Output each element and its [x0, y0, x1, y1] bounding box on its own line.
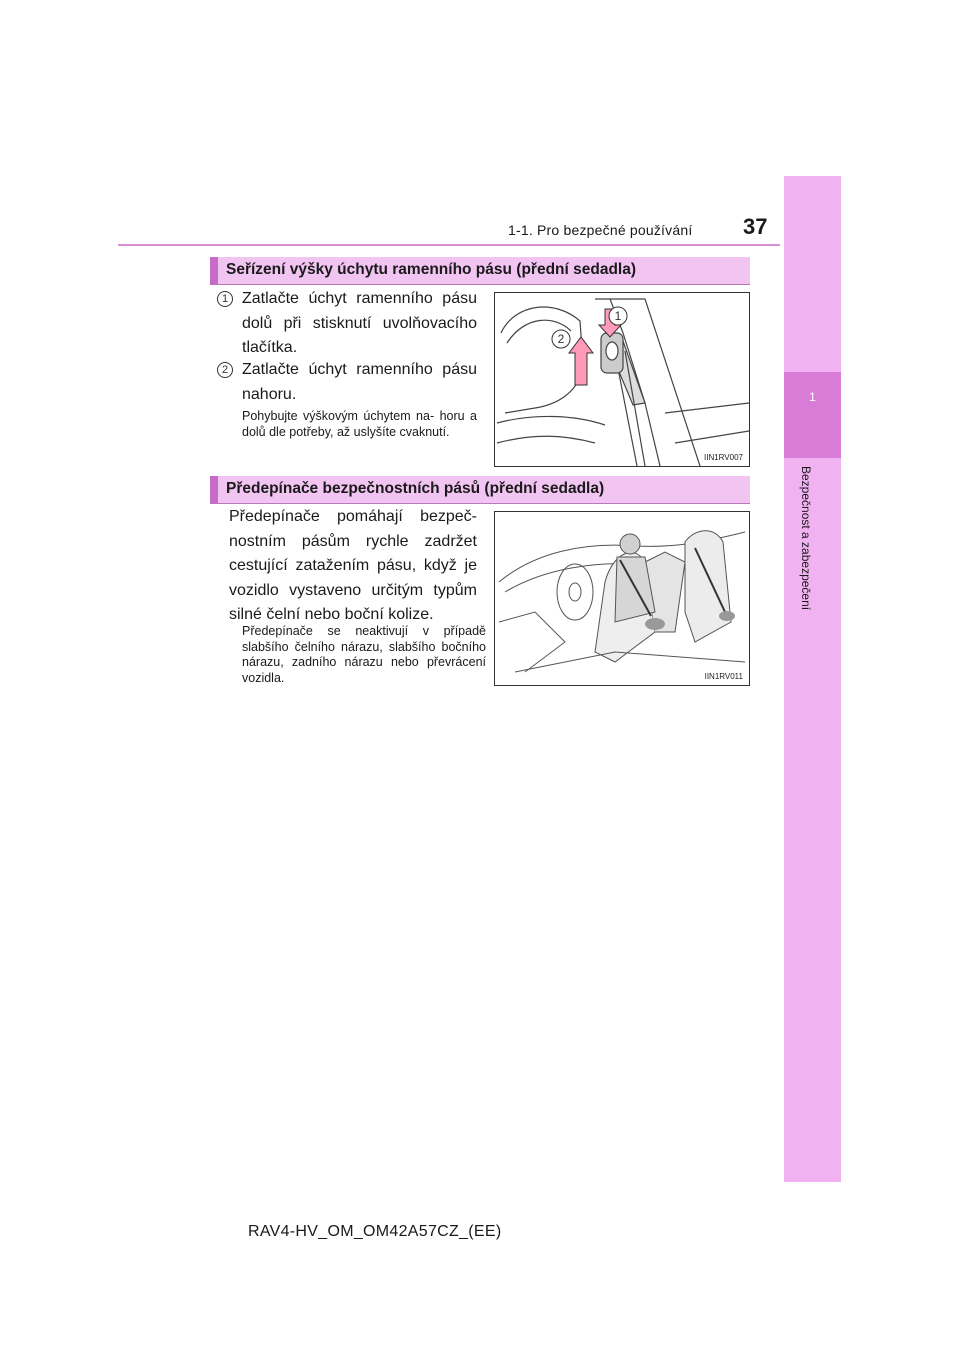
figure-pretensioners	[494, 511, 750, 686]
header-section-title: 1-1. Pro bezpečné používání	[508, 222, 693, 238]
page-number: 37	[743, 214, 768, 239]
side-tab	[784, 176, 841, 1182]
header-rule	[118, 244, 780, 246]
step-text: Zatlačte úchyt ramenního pásu nahoru.	[242, 361, 477, 403]
step-text: Zatlačte úchyt ramenního pásu dolů při stisknutí uvolňovacího tlačítka.	[242, 290, 477, 356]
figure-code: IIN1RV011	[704, 672, 743, 681]
section-body: Předepínače pomáhají bezpeč- nostním pásům rychle zadržet cestující zatažením pásu, když je vozidlo vystaveno určitým typům silné čelní nebo boční kolize.	[229, 508, 477, 623]
shoulder-anchor-illustration	[495, 293, 749, 466]
document-code-footer: RAV4-HV_OM_OM42A57CZ_(EE)	[248, 1223, 502, 1240]
pretensioner-icon	[719, 611, 735, 621]
figure-code: IIN1RV007	[704, 453, 743, 462]
arrow-up-icon	[569, 337, 593, 385]
callout-2: 2	[557, 332, 565, 346]
section-title: Předepínače bezpečnostních pásů (přední sedadla)	[226, 480, 605, 497]
callout-1: 1	[614, 309, 622, 323]
chapter-number: 1	[809, 390, 816, 404]
section-note: Předepínače se neaktivují v případě slabšího čelního nárazu, slabšího bočního nárazu, zadního nárazu nebo převrácení vozidla.	[242, 624, 486, 685]
chapter-tab-active[interactable]	[784, 372, 841, 458]
pretensioner-icon	[645, 618, 665, 630]
step-number: 2	[217, 362, 233, 378]
pretensioner-illustration	[495, 512, 749, 685]
section-header-shoulder-anchor	[210, 257, 750, 285]
figure-shoulder-anchor	[494, 292, 750, 467]
step-number: 1	[217, 291, 233, 307]
step-note: Pohybujte výškovým úchytem na- horu a dolů dle potřeby, až uslyšíte cvaknutí.	[242, 409, 477, 439]
chapter-title: Bezpečnost a zabezpečení	[799, 466, 813, 611]
section-header-pretensioners	[210, 476, 750, 504]
section-title: Seřízení výšky úchytu ramenního pásu (přední sedadla)	[226, 261, 637, 278]
